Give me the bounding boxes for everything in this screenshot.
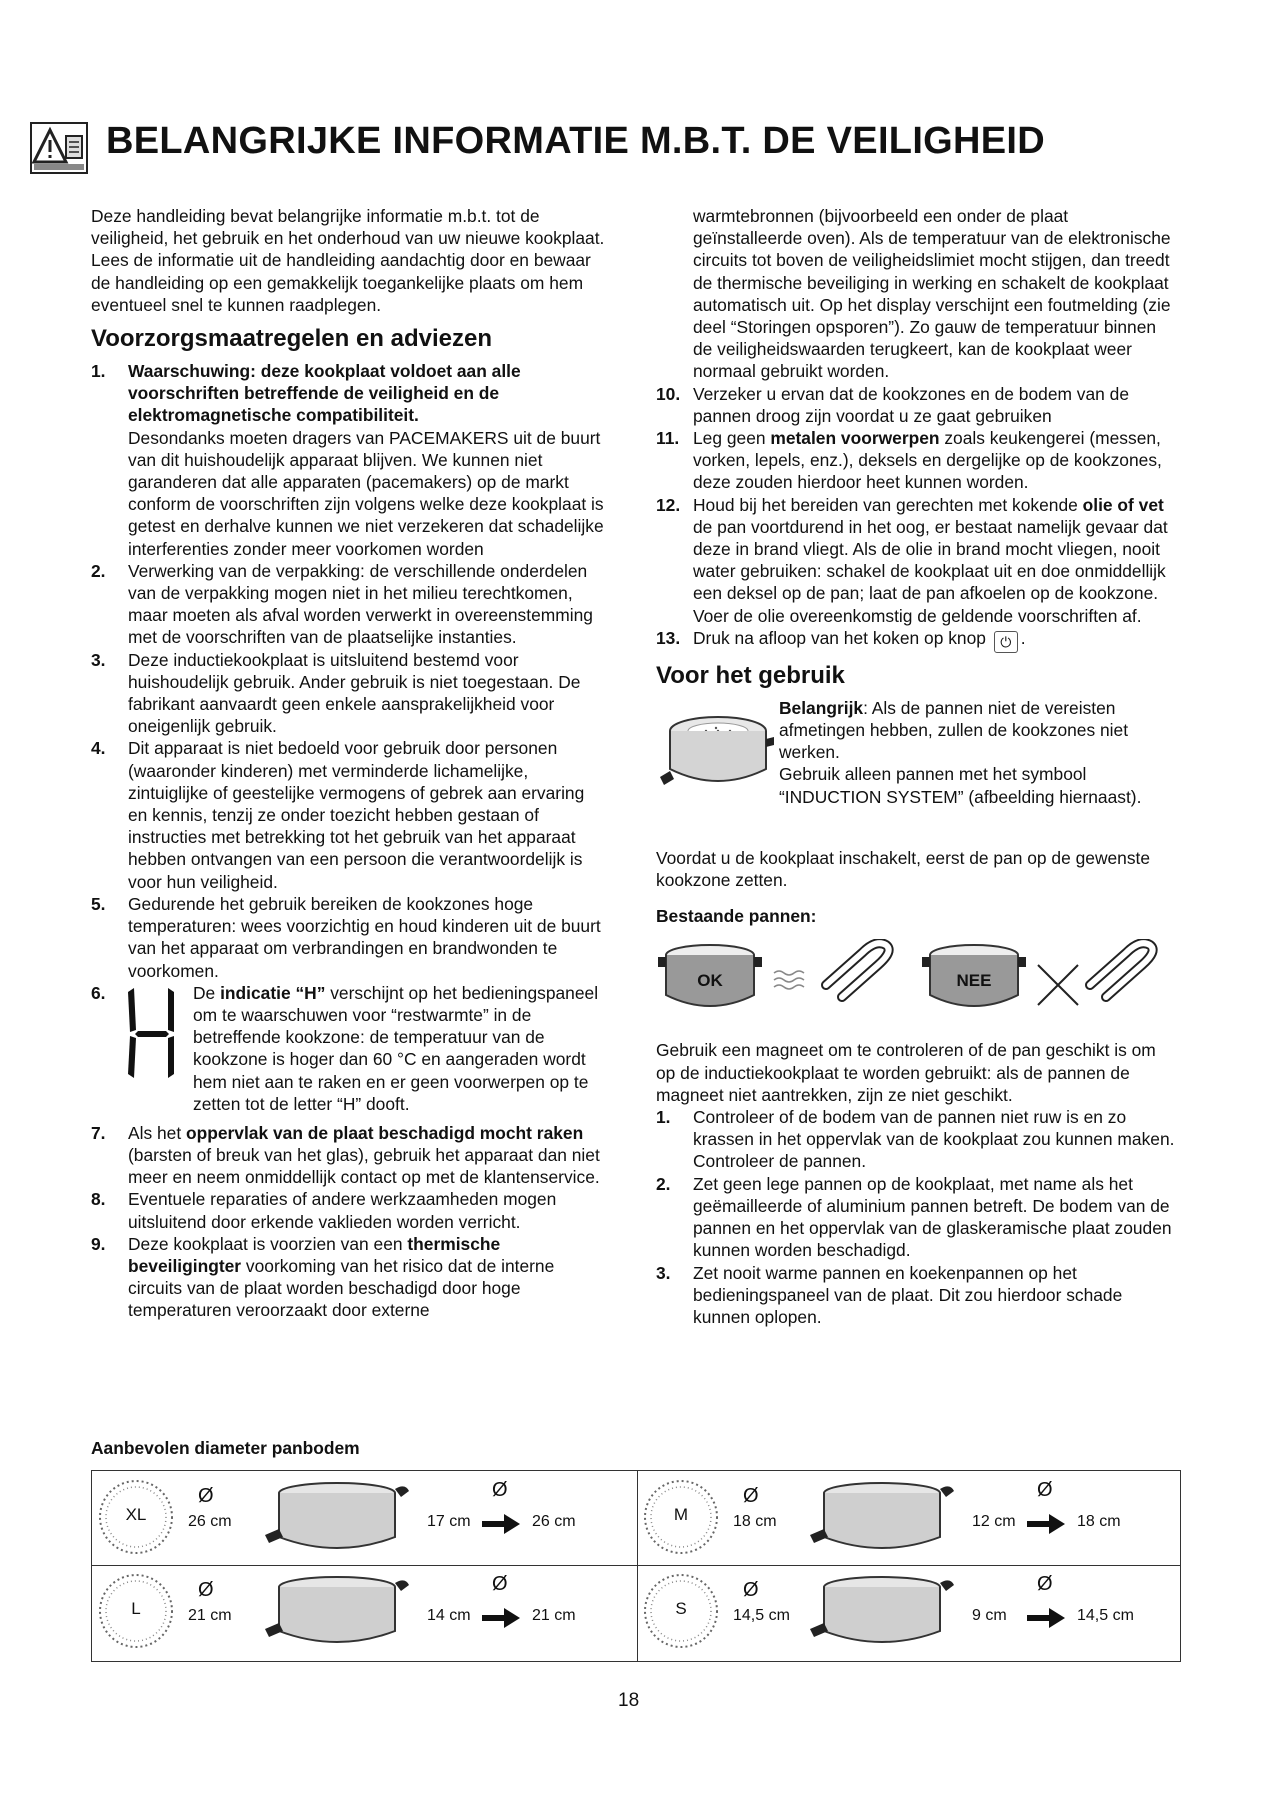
magnet-test-illustration — [656, 939, 1176, 1025]
page-title: BELANGRIJKE INFORMATIE M.B.T. DE VEILIGHEID — [106, 120, 1046, 162]
zone-diameter: 21 cm — [188, 1607, 232, 1624]
pan-icon — [804, 1573, 954, 1653]
existing-pans-heading: Bestaande pannen: — [656, 906, 817, 927]
diameter-symbol: Ø — [743, 1485, 759, 1507]
pan-icon — [259, 1573, 409, 1653]
pan-table-cell — [637, 1471, 1182, 1565]
zone-diameter: 18 cm — [733, 1513, 777, 1530]
zone-size-label: XL — [125, 1505, 147, 1524]
zone-diameter: 26 cm — [188, 1513, 232, 1530]
svg-text:NEE: NEE — [956, 971, 992, 991]
list-item: 11. Leg geen metalen voorwerpen zoals keukengerei (messen, vorken, lepels, enz.), deksels en dergelijke op de kookzones, deze zouden hierdoor heet kunnen worden. — [656, 428, 1162, 493]
right-column — [656, 205, 1176, 1328]
pan-table-heading: Aanbevolen diameter panbodem — [91, 1438, 360, 1458]
magnet-paragraph: Gebruik een magneet om te controleren of de pan geschikt is om op de inductiekookplaat te worden gebruikt: als de pannen de magneet niet aantrekken, zijn ze niet geschikt. — [656, 1040, 1156, 1105]
diameter-symbol: Ø — [743, 1579, 759, 1601]
pan-min-diameter: 12 cm — [972, 1513, 1016, 1530]
list-item: 4. Dit apparaat is niet bedoeld voor gebruik door personen (waaronder kinderen) met verminderde lichamelijke, zintuiglijke of geestelijke vermogens of gebrek aan ervaring en kennis, tenzij ze onder toezicht hebben gestaan of instructies met betrekking tot het gebruik van het apparaat hebben ontvangen van een persoon die verantwoordelijk is voor hun veiligheid. — [91, 738, 585, 892]
magnet-icon — [826, 944, 889, 998]
list-item: 2. Verwerking van de verpakking: de verschillende onderdelen van de verpakking mogen niet in het milieu terechtkomen, maar moeten als afval worden verwerkt in overeenstemming met de voorschriften van de plaatselijke instanties. — [91, 560, 593, 648]
pan-table-cell — [92, 1471, 637, 1565]
arrow-right-icon — [482, 1514, 520, 1534]
zone-size-label: L — [131, 1599, 141, 1618]
power-button-icon: ⏻ — [994, 631, 1018, 653]
cross-icon — [1038, 965, 1078, 1005]
magnetic-waves-icon — [774, 971, 804, 989]
pan-table-cell — [92, 1565, 637, 1659]
list-item: 6. De indicatie “H” verschijnt op het bedieningspaneel om te waarschuwen voor “restwarmte” in de betreffende kookzone: de temperatuur van de kookzone is hoger dan 60 °C en aangeraden wordt hem niet aan te raken en er geen voorwerpen op te zetten tot de letter “H” dooft. — [91, 982, 599, 1114]
left-column — [91, 205, 606, 1322]
list-item: 1. Controleer of de bodem van de pannen niet ruw is en zo krassen in het oppervlak van de kookplaat zou kunnen maken. Controleer de pannen. — [656, 1107, 1175, 1172]
svg-text:OK: OK — [697, 971, 723, 991]
important-note: Belangrijk: Als de pannen niet de vereisten afmetingen hebben, zullen de kookzones niet werken. Gebruik alleen pannen met het symbool “INDUCTION SYSTEM” (afbeelding hiernaast). — [656, 697, 1176, 847]
pan-min-diameter: 17 cm — [427, 1513, 471, 1530]
pan-table-cell — [637, 1565, 1182, 1659]
pan-diameter-table — [91, 1470, 1181, 1662]
magnet-icon — [1090, 944, 1153, 998]
magnet-test-figure — [656, 939, 1176, 1025]
intro-paragraph: Deze handleiding bevat belangrijke informatie m.b.t. tot de veiligheid, het gebruik en het onderhoud van uw nieuwe kookplaat. Lees de informatie uit de handleiding aandachtig door en bewaar de handleiding op een gemakkelijk toegankelijke plaats om hem eventueel snel te kunnen raadplegen. — [91, 206, 605, 315]
list-item: 3. Zet nooit warme pannen en koekenpannen op het bedieningspaneel van de plaat. Dit zou hierdoor schade kunnen oplopen. — [656, 1262, 1123, 1327]
pan-icon — [259, 1479, 409, 1559]
list-item: 12. Houd bij het bereiden van gerechten met kokende olie of vet de pan voortdurend in het oog, er bestaat namelijk gevaar dat deze in brand vliegt. Als de olie in brand mocht vliegen, nooit water gebruiken: schakel de kookplaat uit en doe onmiddellijk een deksel op de pan; laat de pan afkoelen op de kookzone. Voer de olie overeenkomstig de geldende voorschriften af. — [656, 494, 1168, 626]
warning-manual-icon — [30, 122, 88, 174]
list-item: 13. Druk na afloop van het koken op knop ⏻ . — [656, 627, 1176, 653]
list-item: 3. Deze inductiekookplaat is uitsluitend bestemd voor huishoudelijk gebruik. Ander gebruik is niet toegestaan. De fabrikant aanvaardt geen enkele aansprakelijkheid voor oneigenlijk gebruik. — [91, 649, 581, 737]
diameter-symbol: Ø — [492, 1573, 508, 1595]
pan-max-diameter: 21 cm — [532, 1607, 576, 1624]
page-header — [30, 118, 1250, 178]
pan-max-diameter: 18 cm — [1077, 1513, 1121, 1530]
zone-size-label: M — [673, 1505, 689, 1524]
list-item: 7. Als het oppervlak van de plaat beschadigd mocht raken (barsten of breuk van het glas), gebruik het apparaat dan niet meer en neem onmiddellijk contact op met de klantenservice. — [91, 1122, 600, 1188]
section-heading-precautions: Voorzorgsmaatregelen en adviezen — [91, 325, 493, 353]
arrow-right-icon — [482, 1608, 520, 1628]
diameter-symbol: Ø — [198, 1579, 214, 1601]
list-item: 2. Zet geen lege pannen op de kookplaat, met name als het geëmailleerde of aluminium pannen betreft. De bodem van de pannen en het oppervlak van de glaskeramische plaat zouden kunnen worden beschadigd. — [656, 1173, 1172, 1261]
induction-pan-icon — [656, 703, 776, 803]
list-item: 5. Gedurende het gebruik bereiken de kookzones hoge temperaturen: wees voorzichtig en houd kinderen uit de buurt van het apparaat om verbrandingen en brandwonden te voorkomen. — [91, 893, 601, 981]
list-item: 8. Eventuele reparaties of andere werkzaamheden mogen uitsluitend door erkende vaklieden worden verricht. — [91, 1189, 557, 1232]
diameter-symbol: Ø — [198, 1485, 214, 1507]
list-item: 1. Waarschuwing: deze kookplaat voldoet aan alle voorschriften betreffende de veiligheid en de elektromagnetische compatibiliteit. Desondanks moeten dragers van PACEMAKERS uit de buurt van dit huishoudelijk apparaat blijven. We kunnen niet garanderen dat alle apparaten (pacemakers) op de markt conform de voorschriften zijn volgens welke deze kookplaat is getest en derhalve kunnen we niet verzekeren dat schadelijke interferenties zonder meer voorkomen worden — [91, 361, 604, 559]
zone-diameter: 14,5 cm — [733, 1607, 790, 1624]
pan-min-diameter: 14 cm — [427, 1607, 471, 1624]
arrow-right-icon — [1027, 1608, 1065, 1628]
arrow-right-icon — [1027, 1514, 1065, 1534]
zone-size-label: S — [675, 1599, 687, 1618]
diameter-symbol: Ø — [1037, 1479, 1053, 1501]
before-use-paragraph: Voordat u de kookplaat inschakelt, eerst de pan op de gewenste kookzone zetten. — [656, 847, 1151, 891]
pan-min-diameter: 9 cm — [972, 1607, 1007, 1624]
list-item: 9. Deze kookplaat is voorzien van een thermische beveiligingter voorkoming van het risico dat de interne circuits van de plaat worden beschadigd door hoge temperaturen veroorzaakt door externe — [91, 1233, 555, 1321]
diameter-symbol: Ø — [1037, 1573, 1053, 1595]
h-indicator-icon — [126, 986, 178, 1082]
list-item-continued: warmtebronnen (bijvoorbeeld een onder de plaat geïnstalleerde oven). Als de temperatuur van de elektronische circuits tot boven de veiligheidslimiet mocht stijgen, dan treedt de thermische beveiliging in werking en schakelt de kookplaat automatisch uit. Op het display verschijnt een foutmelding (zie deel “Storingen opsporen”). Zo gauw de temperatuur binnen de veiligheidswaarden terugkeert, kan de kookplaat weer normaal gebruikt worden. — [693, 206, 1171, 382]
pan-icon — [804, 1479, 954, 1559]
page-number: 18 — [618, 1690, 640, 1711]
list-item: 10. Verzeker u ervan dat de kookzones en de bodem van de pannen droog zijn voordat u ze gaat gebruiken — [656, 383, 1130, 426]
diameter-symbol: Ø — [492, 1479, 508, 1501]
section-heading-before-use: Voor het gebruik — [656, 661, 845, 689]
pan-max-diameter: 26 cm — [532, 1513, 576, 1530]
pan-max-diameter: 14,5 cm — [1077, 1607, 1134, 1624]
